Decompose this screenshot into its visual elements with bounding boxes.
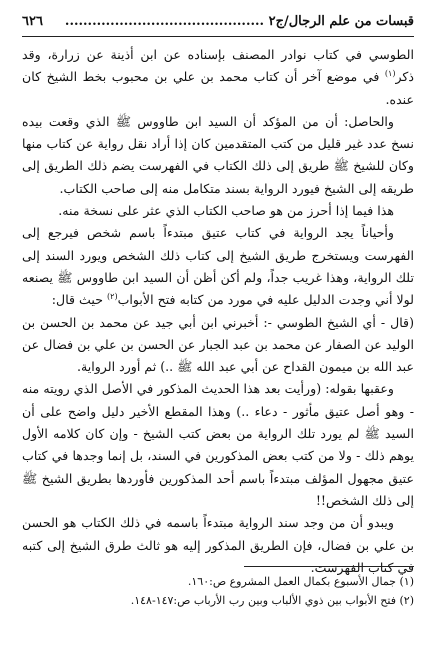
footnote-1: (١) جمال الأسبوع بكمال العمل المشروع ص:١٦٠. [187,575,414,588]
paragraph-2: والحاصل: أن من المؤكد أن السيد ابن طاووس ﷺ الذي وقعت بيده نسخ عدد غير قليل من كتب المتقدمين كان إذا أراد نقل رواية عن كتاب منها وكان للشيخ ﷺ طريق إلى ذلك الكتاب في الفهرست يضم ذلك الطريق إلى طريقه إلى الشيخ فيورد الرواية بسند متكامل منه إلى صاحب الكتاب. [22,113,414,196]
main-text [22,44,414,579]
header-divider [22,36,414,37]
paragraph-4 [22,222,414,311]
paragraph-1-continuation: في موضع آخر أن كتاب محمد بن علي بن محبوب بخط الشيخ كان عنده. [22,69,414,107]
footnote-ref-2: (٢) [107,292,118,302]
page-number: ٦٢٦ [22,14,43,29]
footnote-divider [244,566,414,567]
running-title-text: قبسات من علم الرجال/ج٢ [268,14,414,29]
footnotes [22,572,414,610]
footnote-2: (٢) فتح الأبواب بين ذوي الألباب وبين رب الأرباب ص:١٤٧-١٤٨. [130,594,414,607]
running-title [65,14,414,29]
paragraph-7: ويبدو أن من وجد سند الرواية مبتدءاً باسمه في ذلك الكتاب هو الحسن بن علي بن فضال، فإن الطريق المذكور إليه هو ثالث طرق الشيخ إلى كتبه في كتاب الفهرست. [22,515,414,575]
paragraph-1-text: الطوسي في كتاب نوادر المصنف بإسناده عن ابن أذينة عن زرارة، وقد ذكر [22,47,414,85]
paragraph-1 [22,44,414,111]
footnote-ref-1: (١) [384,69,396,79]
leader-dots: ............................................ [64,14,265,29]
paragraph-4-continuation: حيث قال: [51,292,108,308]
page-header [22,14,414,34]
paragraph-4-text: وأحياناً يجد الرواية في كتاب عتيق مبتدءاً باسم شخص فيرجع إلى الفهرست ويستخرج طريق الشيخ إلى كتاب ذلك الشخص ويورد السند إلى تلك الرواية، وهذا غريب جداً، ولم أكن أظن أن السيد ابن طاووس ﷺ يصنعه لولا أني وجدت الدليل عليه في مورد من كتابه فتح الأبواب [22,225,414,308]
paragraph-3: هذا فيما إذا أحرز من هو صاحب الكتاب الذي عثر على نسخة منه. [58,203,394,219]
paragraph-6: وعقبها بقوله: (ورأيت بعد هذا الحديث المذكور في الأصل الذي رويته منه - وهو أصل عتيق مأثور - دعاء ..) وهذا المقطع الأخير دليل واضح على أن السيد ﷺ لم يورد تلك الرواية من بعض كتب الشيخ - وإن كان كلامه الأول يوهم ذلك - ولا من كتب بعض المذكورين في السند، بل إنما وجدها في كتاب عتيق مجهول المؤلف مبتدءاً باسم أحد المذكورين فأوردها بطريق الشيخ ﷺ إلى ذلك الشخص!! [22,381,414,508]
paragraph-5-quotation: (قال - أي الشيخ الطوسي -: أخبرني ابن أبي جيد عن محمد بن الحسن بن الوليد عن الصفار عن محمد بن عبد الجبار عن الحسن بن علي بن فضال عن عبد الله بن ميمون القداح عن أبي عبد الله ﷺ ..) ثم أورد الرواية. [22,314,414,375]
